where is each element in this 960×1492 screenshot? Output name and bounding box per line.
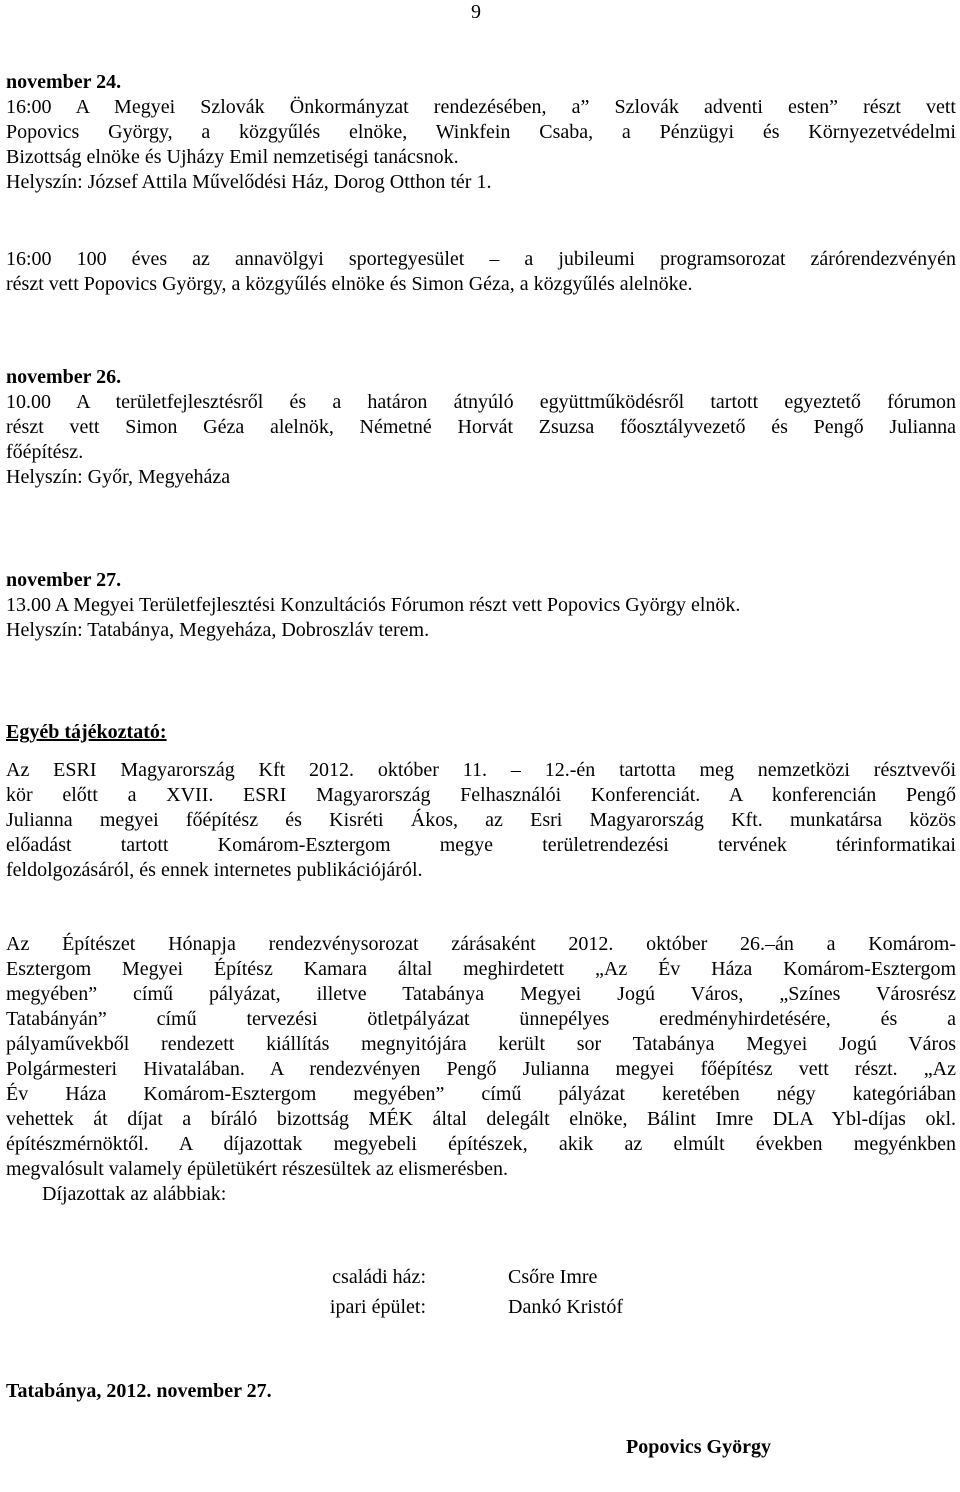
text-line: részt vett Simon Géza alelnök, Németné Horvát Zsuzsa főosztályvezető és Pengő Julianna	[6, 416, 956, 438]
text-line: Esztergom Megyei Építész Kamara által meghirdetett „Az Év Háza Komárom-Esztergom	[6, 958, 956, 980]
location-line: Helyszín: József Attila Művelődési Ház, Dorog Otthon tér 1.	[6, 171, 492, 193]
paragraph	[6, 95, 956, 170]
location-line: Helyszín: Tatabánya, Megyeháza, Dobroszláv terem.	[6, 619, 430, 641]
award-category: családi ház:	[332, 1266, 426, 1288]
awardees-intro: Díjazottak az alábbiak:	[42, 1183, 227, 1205]
section-november-27	[6, 568, 956, 643]
text-line: 16:00 100 éves az annavölgyi sportegyesület – a jubileumi programsorozat zárórendezvényén	[6, 248, 956, 270]
award-row	[288, 1292, 623, 1322]
text-line: megvalósult valamely épületükért részesültek az elismerésben.	[6, 1158, 509, 1180]
paragraph	[6, 758, 956, 883]
page-number: 9	[471, 1, 481, 23]
award-category: ipari épület:	[329, 1296, 426, 1318]
text-line: Popovics György, a közgyűlés elnöke, Winkfein Csaba, a Pénzügyi és Környezetvédelmi	[6, 121, 956, 143]
text-line: Tatabányán” című tervezési ötletpályázat ünnepélyes eredményhirdetésére, és a	[6, 1008, 956, 1030]
text-line: vehettek át díjat a bíráló bizottság MÉK által delegált elnöke, Bálint Imre DLA Ybl-díjas okl.	[6, 1108, 956, 1130]
award-name: Csőre Imre	[508, 1266, 598, 1288]
text-line: előadást tartott Komárom-Esztergom megye területrendezési tervének térinformatikai	[6, 834, 956, 856]
text-line: Polgármesteri Hivatalában. A rendezvényen Pengő Julianna megyei főépítész vett részt. „Az	[6, 1058, 956, 1080]
other-info-heading: Egyéb tájékoztató:	[6, 721, 167, 743]
text-line: Az ESRI Magyarország Kft 2012. október 11. – 12.-én tartotta meg nemzetközi résztvevői	[6, 759, 956, 781]
awards-list	[288, 1262, 623, 1322]
signature-name: Popovics György	[626, 1436, 771, 1458]
text-line: Év Háza Komárom-Esztergom megyében” című pályázat keretében négy kategóriában	[6, 1083, 956, 1105]
text-line: 16:00 A Megyei Szlovák Önkormányzat rendezésében, a” Szlovák adventi esten” részt vett	[6, 96, 956, 118]
date-heading: november 24.	[6, 71, 122, 93]
award-row	[288, 1262, 623, 1292]
text-line: pályaművekből rendezett kiállítás megnyitójára került sor Tatabánya Megyei Jogú Város	[6, 1033, 956, 1055]
text-line: kör előtt a XVII. ESRI Magyarország Felhasználói Konferenciát. A konferencián Pengő	[6, 784, 956, 806]
text-line: megyében” című pályázat, illetve Tatabánya Megyei Jogú Város, „Színes Városrész	[6, 983, 956, 1005]
text-line: 10.00 A területfejlesztésről és a határon átnyúló együttműködésről tartott egyeztető fórumon	[6, 391, 956, 413]
paragraph	[6, 932, 956, 1207]
section-other-info	[6, 720, 956, 745]
paragraph	[6, 247, 956, 297]
section-november-24	[6, 70, 956, 195]
date-heading: november 27.	[6, 569, 122, 591]
text-line: építészmérnöktől. A díjazottak megyebeli építészek, akik az elmúlt években megyénkben	[6, 1133, 956, 1155]
place-and-date: Tatabánya, 2012. november 27.	[6, 1380, 272, 1402]
text-line: feldolgozásáról, és ennek internetes publikációjáról.	[6, 859, 423, 881]
award-name: Dankó Kristóf	[508, 1296, 623, 1318]
text-line: Az Építészet Hónapja rendezvénysorozat zárásaként 2012. október 26.–án a Komárom-	[6, 933, 956, 955]
text-line: Bizottság elnöke és Ujházy Emil nemzetiségi tanácsnok.	[6, 146, 459, 168]
text-line: főépítész.	[6, 441, 84, 463]
text-line: részt vett Popovics György, a közgyűlés elnöke és Simon Géza, a közgyűlés alelnöke.	[6, 273, 693, 295]
section-november-26	[6, 365, 956, 490]
text-line: Julianna megyei főépítész és Kisréti Ákos, az Esri Magyarország Kft. munkatársa közös	[6, 809, 956, 831]
date-heading: november 26.	[6, 366, 122, 388]
location-line: Helyszín: Győr, Megyeháza	[6, 466, 231, 488]
text-line: 13.00 A Megyei Területfejlesztési Konzultációs Fórumon részt vett Popovics György elnök.	[6, 594, 741, 616]
